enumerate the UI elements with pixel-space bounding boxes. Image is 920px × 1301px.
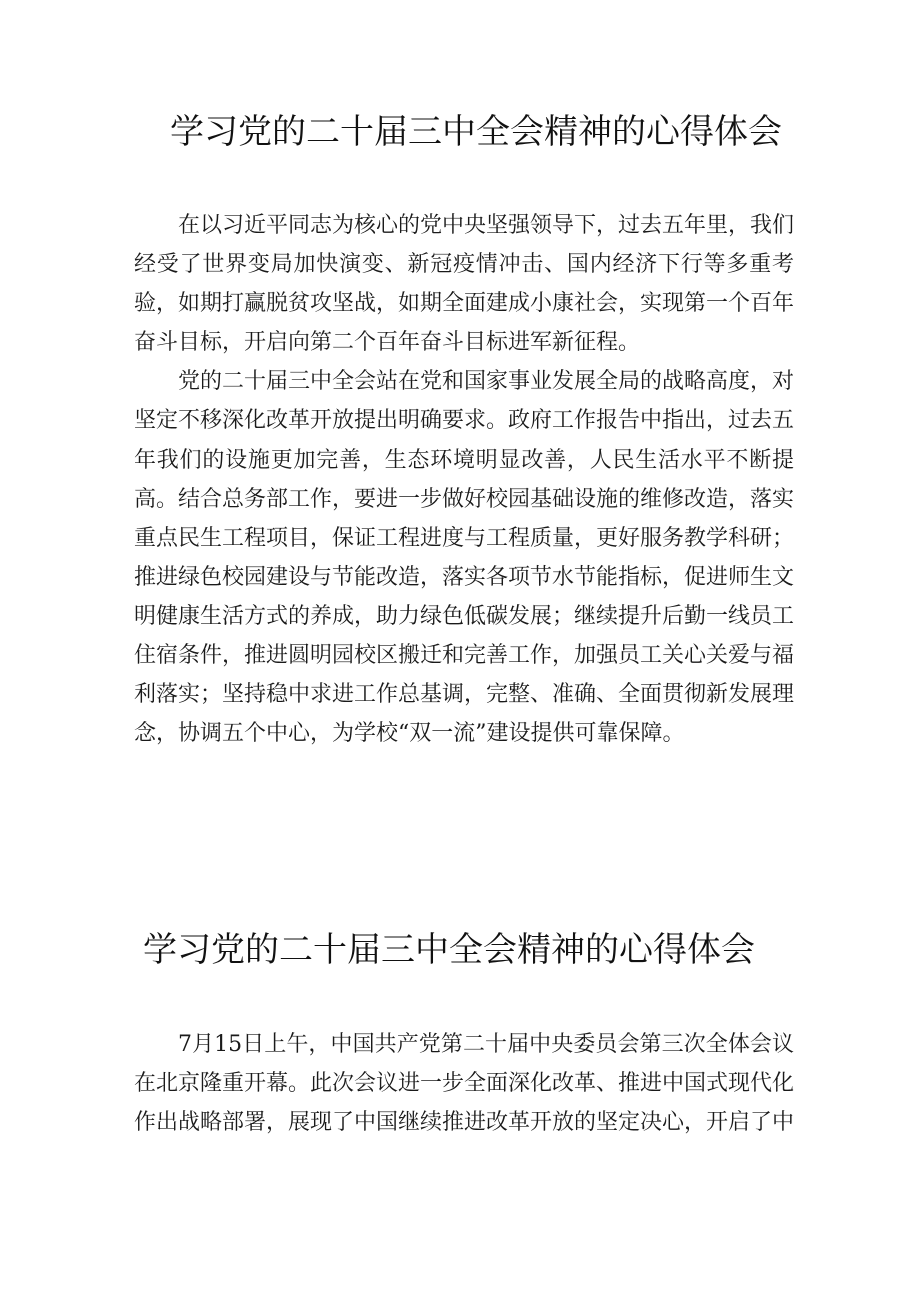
section-body bbox=[134, 1025, 794, 1142]
section-title: 学习党的二十届三中全会精神的心得体会 bbox=[143, 930, 755, 970]
paragraph: 在以习近平同志为核心的党中央坚强领导下，过去五年里，我们经受了世界变局加快演变、新冠疫情冲击、国内经济下行等多重考验，如期打赢脱贫攻坚战，如期全面建成小康社会，实现第一个百年奋斗目标，开启向第二个百年奋斗目标进军新征程。 bbox=[134, 213, 795, 356]
paragraph: 党的二十届三中全会站在党和国家事业发展全局的战略高度，对坚定不移深化改革开放提出明确要求。政府工作报告中指出，过去五年我们的设施更加完善，生态环境明显改善，人民生活水平不断提高。结合总务部工作，要进一步做好校园基础设施的维修改造，落实重点民生工程项目，保证工程进度与工程质量，更好服务教学科研；推进绿色校园建设与节能改造，落实各项节水节能指标，促进师生文明健康生活方式的养成，助力绿色低碳发展；继续提升后勤一线员工住宿条件，推进圆明园校区搬迁和完善工作，加强员工关心关爱与福利落实；坚持稳中求进工作总基调，完整、准确、全面贯彻新发展理念，协调五个中心，为学校“双一流”建设提供可靠保障。 bbox=[134, 369, 795, 747]
paragraph: 7月15日上午，中国共产党第二十届中央委员会第三次全体会议在北京隆重开幕。此次会议进一步全面深化改革、推进中国式现代化作出战略部署，展现了中国继续推进改革开放的坚定决心，开启了中 bbox=[134, 1032, 795, 1136]
section-body bbox=[134, 206, 794, 753]
section-title: 学习党的二十届三中全会精神的心得体会 bbox=[170, 112, 782, 152]
